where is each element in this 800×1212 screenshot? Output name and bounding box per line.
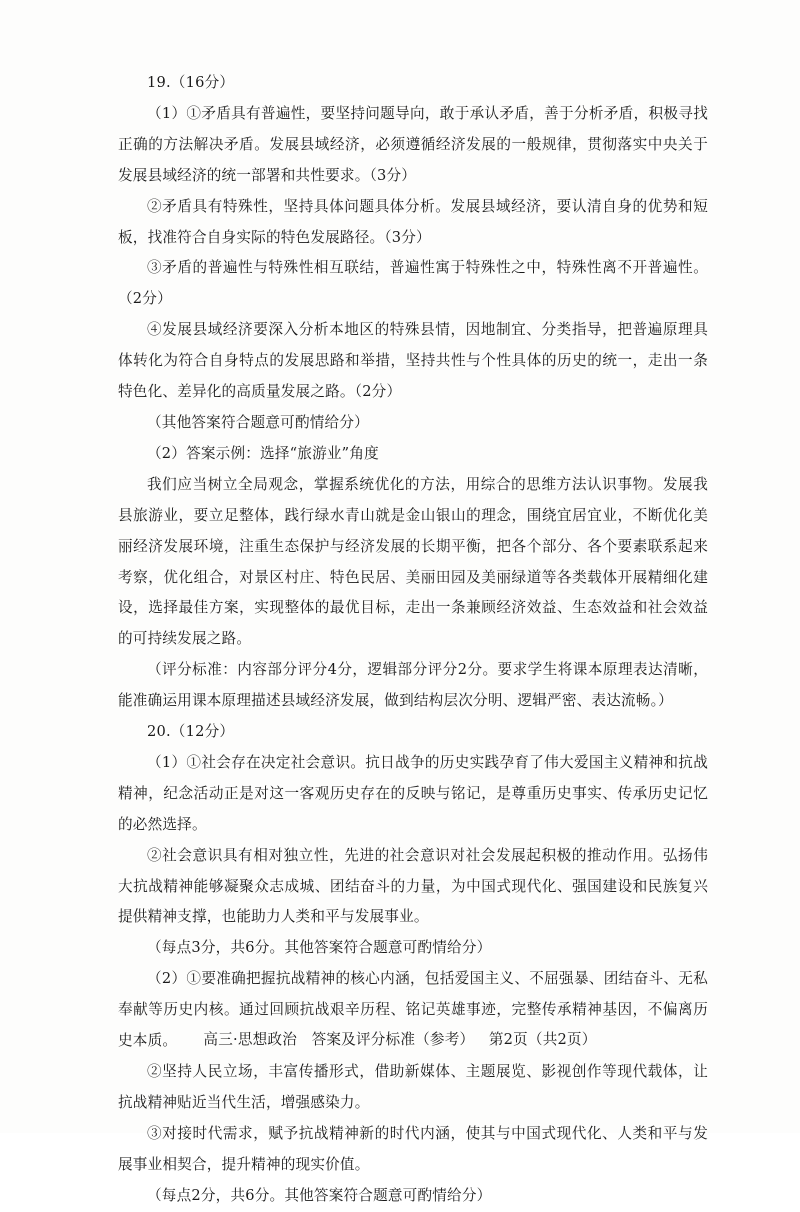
q19-part1-point4: ④发展县域经济要深入分析本地区的特殊县情，因地制宜、分类指导，把普遍原理具体转化为符合自身特点的发展思路和举措，坚持共性与个性具体的历史的统一，走出一条特色化、差异化的高质量发展之路。（2分） xyxy=(118,321,708,401)
footer-page-number: 第2页（共2页） xyxy=(488,1031,597,1048)
q19-part2-body: 我们应当树立全局观念，掌握系统优化的方法，用综合的思维方法认识事物。发展我县旅游业，要立足整体，践行绿水青山就是金山银山的理念，围绕宜居宜业，不断优化美丽经济发展环境，注重生态保护与经济发展的长期平衡，把各个部分、各个要素联系起来考察，优化组合，对景区村庄、特色民居、美丽田园及美丽绿道等各类载体开展精细化建设，选择最佳方案，实现整体的最优目标，走出一条兼顾经济效益、生态效益和社会效益的可持续发展之路。 xyxy=(118,475,708,648)
q19-part2-intro: （2）答案示例：选择“旅游业”角度 xyxy=(147,444,379,462)
q20-part1-point2: ②社会意识具有相对独立性，先进的社会意识对社会发展起积极的推动作用。弘扬伟大抗战精神能够凝聚众志成城、团结奋斗的力量，为中国式现代化、强国建设和民族复兴提供精神支撑，也能助力人类和平与发展事业。 xyxy=(118,846,708,926)
footer-doc-title: 答案及评分标准（参考） xyxy=(311,1031,475,1048)
q19-part1-point1: （1）①矛盾具有普遍性，要坚持问题导向，敢于承认矛盾，善于分析矛盾，积极寻找正确的方法解决矛盾。发展县域经济，必须遵循经济发展的一般规律，贯彻落实中央关于发展县域经济的统一部署和共性要求。（3分） xyxy=(118,104,708,184)
q20-part2-point3: ③对接时代需求，赋予抗战精神新的时代内涵，使其与中国式现代化、人类和平与发展事业相契合，提升精神的现实价值。 xyxy=(118,1124,708,1173)
q19-part1-point2: ②矛盾具有特殊性，坚持具体问题具体分析。发展县域经济，要认清自身的优势和短板，找准符合自身实际的特色发展路径。（3分） xyxy=(118,197,708,246)
footer-subject: 高三·思想政治 xyxy=(203,1031,298,1048)
q20-part1-note: （每点3分，共6分。其他答案符合题意可酌情给分） xyxy=(147,939,492,957)
q20-heading: 20.（12分） xyxy=(147,723,235,741)
q19-part1-point3: ③矛盾的普遍性与特殊性相互联结，普遍性寓于特殊性之中，特殊性离不开普遍性。（2分） xyxy=(118,259,708,308)
q19-heading: 19.（16分） xyxy=(147,74,235,91)
q20-part2-point2: ②坚持人民立场，丰富传播形式，借助新媒体、主题展览、影视创作等现代载体，让抗战精神贴近当代生活，增强感染力。 xyxy=(118,1063,708,1111)
q20-part2-note: （每点2分，共6分。其他答案符合题意可酌情给分） xyxy=(147,1186,492,1204)
page-footer xyxy=(0,1030,800,1050)
q19-part1-note: （其他答案符合题意可酌情给分） xyxy=(147,413,369,431)
q20-part2-point1: （2）①要准确把握抗战精神的核心内涵，包括爱国主义、不屈强暴、团结奋斗、无私奉献等历史内核。通过回顾抗战艰辛历程、铭记英雄事迹，完整传承精神基因，不偏离历史本质。 xyxy=(118,970,708,1050)
q19-part2-criteria: （评分标准：内容部分评分4分，逻辑部分评分2分。要求学生将课本原理表达清晰，能准确运用课本原理描述县域经济发展，做到结构层次分明、逻辑严密、表达流畅。） xyxy=(118,661,708,710)
q20-part1-point1: （1）①社会存在决定社会意识。抗日战争的历史实践孕育了伟大爱国主义精神和抗战精神，纪念活动正是对这一客观历史存在的反映与铭记，是尊重历史事实、传承历史记忆的必然选择。 xyxy=(118,753,708,833)
